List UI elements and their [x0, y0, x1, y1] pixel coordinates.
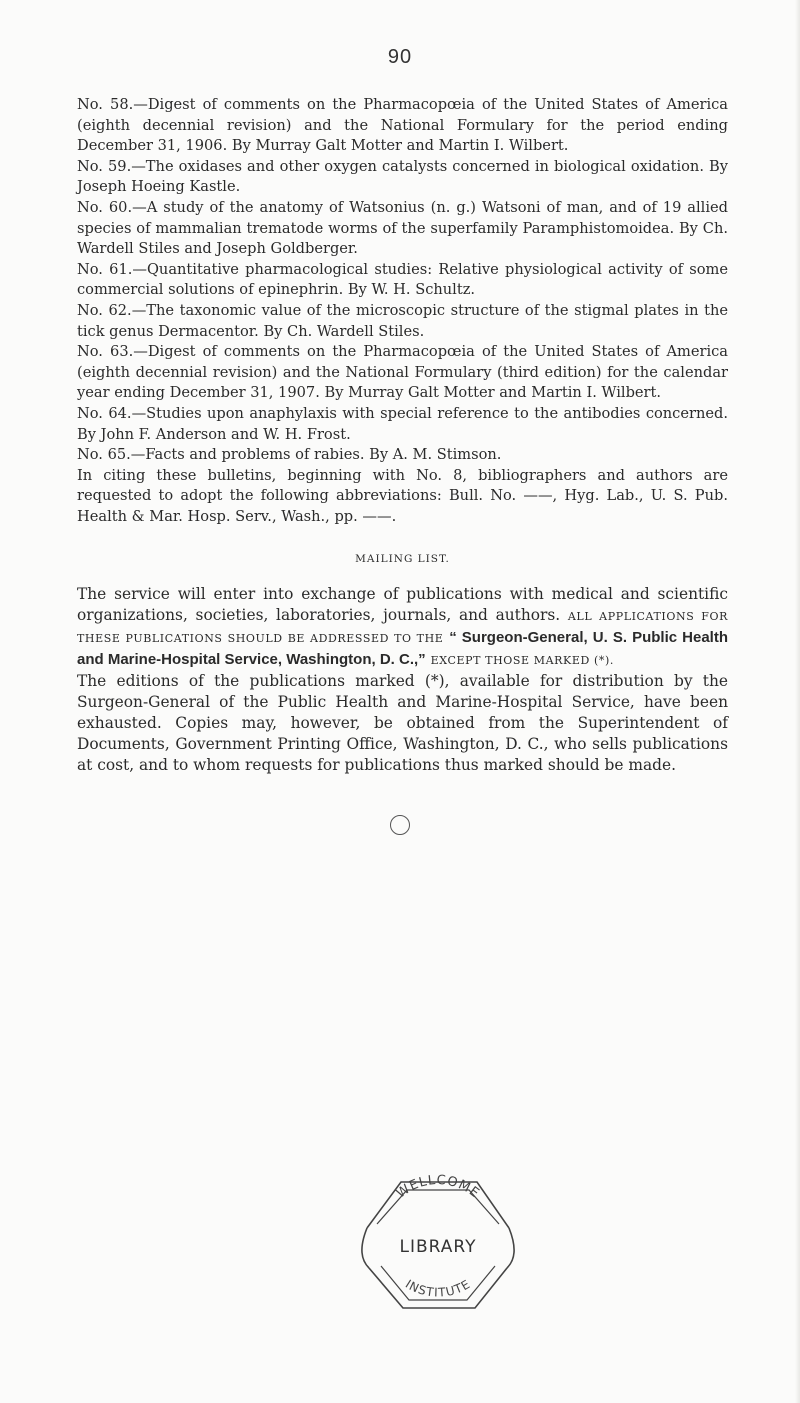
mailing-list-heading: MAILING LIST.: [355, 553, 450, 566]
bulletin-entry-64: No. 64.—Studies upon anaphylaxis with special reference to the antibodies concerned. By John F. Anderson and W. H. Frost.: [77, 404, 728, 443]
mailing-address: “ Surgeon-General, U. S. Public Health and Marine-Hospital Service, Washington, D. C.,”: [77, 629, 728, 669]
scan-edge-shadow: [795, 0, 800, 1403]
stamp-top-text: WELLCOME: [393, 1172, 483, 1202]
mailing-paragraph-1: [77, 584, 728, 671]
circle-ornament: [390, 815, 410, 835]
mailing-intro: The service will enter into exchange of publications with medical and scientific organizations, societies, laboratories, journals, and authors.: [77, 585, 728, 625]
bulletin-entry-63: No. 63.—Digest of comments on the Pharmacopœia of the United States of America (eighth decennial revision) and the National Formulary (third edition) for the calendar year ending December 31, 1907. By Murray Galt Motter and Martin I. Wilbert.: [77, 343, 728, 402]
citation-note: In citing these bulletins, beginning with No. 8, bibliographers and authors are requested to adopt the following abbreviations: Bull. No. ——, Hyg. Lab., U. S. Pub. Health & Mar. Hosp. Serv., Wash., pp. ——.: [77, 466, 728, 525]
bulletin-entry-60: No. 60.—A study of the anatomy of Watsonius (n. g.) Watsoni of man, and of 19 allied species of mammalian trematode worms of the superfamily Paramphistomoidea. By Ch. Wardell Stiles and Joseph Goldberger.: [77, 198, 728, 258]
bulletin-entry-61: No. 61.—Quantitative pharmacological studies: Relative physiological activity of some commercial solutions of epinephrin. By W. H. Schultz.: [77, 260, 728, 299]
bulletin-entry-59: No. 59.—The oxidases and other oxygen catalysts concerned in biological oxidation. By Joseph Hoeing Kastle.: [77, 157, 728, 196]
mailing-list-section: [77, 584, 728, 776]
bulletin-entry-62: No. 62.—The taxonomic value of the microscopic structure of the stigmal plates in the tick genus Dermacentor. By Ch. Wardell Stiles.: [77, 301, 728, 340]
svg-text:WELLCOME: [394, 1173, 483, 1202]
mailing-paragraph-2: The editions of the publications marked (*), available for distribution by the Surgeon-General of the Public Health and Marine-Hospital Service, have been exhausted. Copies may, however, be obtained from the Superintendent of Documents, Government Printing Office, Washington, D. C., who sells publications at cost, and to whom requests for publications thus marked should be made.: [77, 672, 728, 775]
library-stamp: [357, 1160, 519, 1318]
bulletin-entry-65: No. 65.—Facts and problems of rabies. By A. M. Stimson.: [77, 446, 502, 464]
page-number: 90: [387, 46, 413, 68]
bulletin-list: [77, 95, 728, 776]
svg-text:INSTITUTE: [403, 1277, 473, 1300]
stamp-bottom-text: INSTITUTE: [402, 1276, 474, 1300]
bulletin-entry-58: No. 58.—Digest of comments on the Pharmacopœia of the United States of America (eighth decennial revision) and the National Formulary for the period ending December 31, 1906. By Murray Galt Motter and Martin I. Wilbert.: [77, 96, 728, 155]
mailing-exception: EXCEPT THOSE MARKED (*).: [430, 654, 614, 668]
mailing-instruction: ALL APPLICATIONS FOR THESE PUBLICATIONS SHOULD BE ADDRESSED TO THE: [77, 610, 728, 646]
stamp-library-text: LIBRARY: [399, 1237, 477, 1257]
